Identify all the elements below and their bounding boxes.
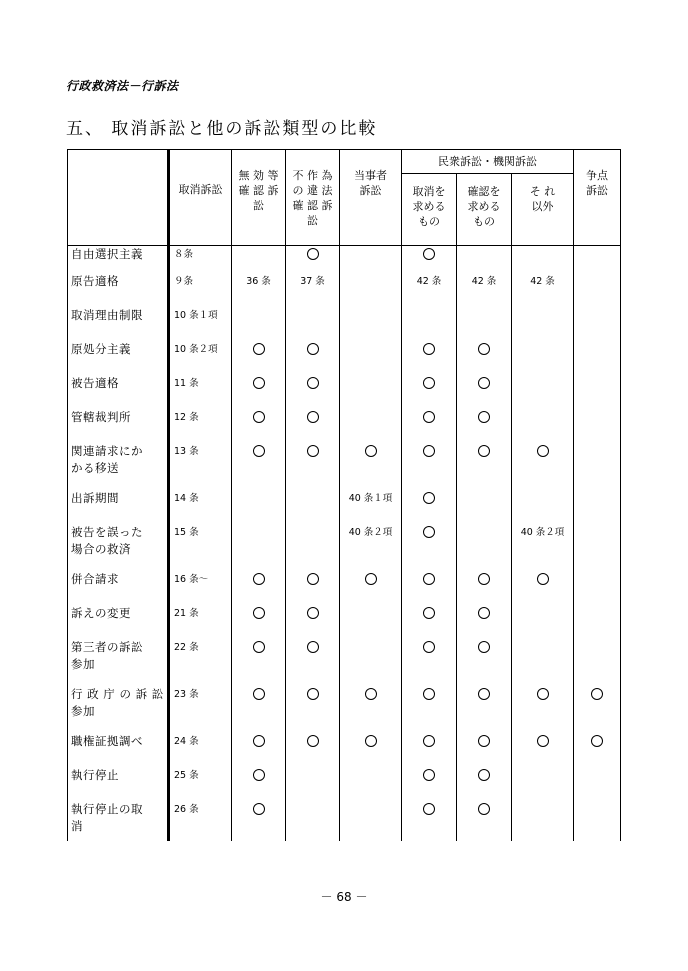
col-header-line: もの [418,215,440,228]
article-cell: 40 条２項 [340,524,402,571]
circle-mark-icon [537,735,549,747]
article-ref: 23 条 [169,686,232,733]
circle-mark-icon [253,735,265,747]
applicable-circle-cell [232,409,286,443]
empty-cell [574,605,621,639]
circle-mark-icon [307,607,319,619]
applicable-circle-cell [402,409,457,443]
circle-mark-icon [253,641,265,653]
empty-cell [512,409,574,443]
col-header-tojisha [340,150,402,246]
applicable-circle-cell [457,443,512,490]
section-title: 五、 取消訴訟と他の訴訟類型の比較 [66,119,378,139]
row-label [68,307,169,341]
col-header-minshu_other [512,174,574,246]
article-cell: 42 条 [512,273,574,307]
article-ref: 10 条１項 [169,307,232,341]
circle-mark-icon [307,573,319,585]
article-cell: 37 条 [286,273,340,307]
empty-cell [457,246,512,273]
empty-cell [574,767,621,801]
article-cell: 40 条２項 [512,524,574,571]
applicable-circle-cell [340,571,402,605]
empty-cell [232,246,286,273]
circle-mark-icon [478,445,490,457]
empty-cell [512,246,574,273]
table-row [68,686,621,733]
table-row [68,733,621,767]
table-row [68,273,621,307]
empty-cell [574,524,621,571]
applicable-circle-cell [402,246,457,273]
col-header-fusakui [286,150,340,246]
table-row [68,639,621,686]
row-label-line: 併合請求 [71,571,119,586]
applicable-circle-cell [286,605,340,639]
applicable-circle-cell [574,686,621,733]
empty-cell [232,524,286,571]
header-row [68,150,621,174]
applicable-circle-cell [402,443,457,490]
row-label [68,490,169,524]
applicable-circle-cell [512,733,574,767]
empty-cell [512,490,574,524]
empty-cell [340,307,402,341]
empty-cell [512,639,574,686]
table-row [68,767,621,801]
empty-cell [402,307,457,341]
empty-cell [286,307,340,341]
article-ref: 10 条２項 [169,341,232,375]
applicable-circle-cell [340,686,402,733]
applicable-circle-cell [286,409,340,443]
circle-mark-icon [423,688,435,700]
empty-cell [512,341,574,375]
row-label-line: 執行停止 [71,767,119,782]
article-ref: 26 条 [169,801,232,841]
applicable-circle-cell [402,571,457,605]
empty-cell [574,375,621,409]
empty-cell [574,571,621,605]
circle-mark-icon [537,445,549,457]
empty-cell [232,307,286,341]
row-label-line: 取消理由制限 [71,307,143,322]
row-label-line: 被告を誤った [71,524,143,539]
applicable-circle-cell [457,409,512,443]
empty-cell [574,639,621,686]
row-label-line: 関連請求にか [71,443,143,458]
row-label [68,605,169,639]
applicable-circle-cell [232,733,286,767]
circle-mark-icon [307,688,319,700]
applicable-circle-cell [402,490,457,524]
circle-mark-icon [253,688,265,700]
empty-cell [232,490,286,524]
circle-mark-icon [307,248,319,260]
row-label-line: 管轄裁判所 [71,409,131,424]
circle-mark-icon [537,573,549,585]
article-ref: 14 条 [169,490,232,524]
col-header-minshu_kakunin [457,174,512,246]
row-label-line: 職権証拠調べ [71,733,143,748]
table-row [68,341,621,375]
row-label [68,246,169,273]
article-ref: 15 条 [169,524,232,571]
applicable-circle-cell [457,571,512,605]
row-label [68,733,169,767]
circle-mark-icon [307,445,319,457]
applicable-circle-cell [286,375,340,409]
applicable-circle-cell [457,375,512,409]
article-cell: 36 条 [232,273,286,307]
circle-mark-icon [478,688,490,700]
empty-cell [574,409,621,443]
empty-cell [340,375,402,409]
circle-mark-icon [478,573,490,585]
empty-cell [340,341,402,375]
applicable-circle-cell [402,686,457,733]
row-label-line: 執行停止の取 [71,801,143,816]
applicable-circle-cell [232,375,286,409]
circle-mark-icon [591,688,603,700]
table-row [68,443,621,490]
row-label [68,571,169,605]
col-header-torikeshi [169,150,232,246]
applicable-circle-cell [457,639,512,686]
col-header-line: 訟 [253,199,264,212]
circle-mark-icon [253,573,265,585]
empty-cell [574,246,621,273]
applicable-circle-cell [232,571,286,605]
applicable-circle-cell [232,443,286,490]
applicable-circle-cell [457,341,512,375]
empty-cell [512,375,574,409]
applicable-circle-cell [402,767,457,801]
circle-mark-icon [307,735,319,747]
col-header-line: 不 作 為 [292,169,333,182]
circle-mark-icon [478,607,490,619]
row-label-line: 行 政 庁 の 訴 訟 [71,686,164,701]
empty-cell [457,524,512,571]
applicable-circle-cell [402,605,457,639]
row-label [68,443,169,490]
row-label-line: かる移送 [71,460,119,475]
table-row [68,246,621,273]
col-header-mukou [232,150,286,246]
article-ref: 25 条 [169,767,232,801]
circle-mark-icon [423,445,435,457]
article-ref: 22 条 [169,639,232,686]
applicable-circle-cell [402,801,457,841]
row-label [68,409,169,443]
applicable-circle-cell [402,375,457,409]
empty-cell [512,767,574,801]
row-label [68,639,169,686]
applicable-circle-cell [232,639,286,686]
circle-mark-icon [365,735,377,747]
circle-mark-icon [478,377,490,389]
row-label-line: 出訴期間 [71,490,119,505]
circle-mark-icon [423,343,435,355]
table-row [68,409,621,443]
circle-mark-icon [423,377,435,389]
circle-mark-icon [253,343,265,355]
col-header-line: 確認を [467,185,501,198]
circle-mark-icon [423,411,435,423]
circle-mark-icon [253,377,265,389]
article-ref: ８条 [169,246,232,273]
article-cell: 42 条 [457,273,512,307]
applicable-circle-cell [512,443,574,490]
col-header-line: 訴訟 [586,184,608,197]
circle-mark-icon [591,735,603,747]
circle-mark-icon [423,803,435,815]
applicable-circle-cell [402,639,457,686]
circle-mark-icon [423,607,435,619]
col-header-line: 求める [467,200,501,213]
article-cell: 40 条１項 [340,490,402,524]
circle-mark-icon [478,769,490,781]
empty-cell [286,524,340,571]
empty-cell [574,490,621,524]
row-label-line: 原告適格 [71,273,119,288]
applicable-circle-cell [286,246,340,273]
row-label-line: 参加 [71,703,95,718]
row-label-line: 自由選択主義 [71,247,143,261]
empty-cell [574,273,621,307]
circle-mark-icon [307,377,319,389]
row-label [68,273,169,307]
circle-mark-icon [365,688,377,700]
applicable-circle-cell [457,801,512,841]
row-label [68,801,169,841]
applicable-circle-cell [286,686,340,733]
row-label-line: 参加 [71,656,95,671]
empty-cell [512,605,574,639]
circle-mark-icon [478,411,490,423]
article-cell: 42 条 [402,273,457,307]
empty-cell [574,801,621,841]
applicable-circle-cell [457,767,512,801]
empty-cell [574,341,621,375]
row-label-line: 第三者の訴訟 [71,639,143,654]
row-label [68,375,169,409]
applicable-circle-cell [402,341,457,375]
row-label-line: 原処分主義 [71,341,131,356]
applicable-circle-cell [286,443,340,490]
article-ref: 24 条 [169,733,232,767]
col-header-line: 訟 [307,214,318,227]
applicable-circle-cell [232,341,286,375]
applicable-circle-cell [286,733,340,767]
empty-cell [340,639,402,686]
col-header-minshu_torikeshi [402,174,457,246]
table-row [68,375,621,409]
col-header-line: 当事者 [354,169,387,182]
circle-mark-icon [307,641,319,653]
group-header-minshu-kikan: 民衆訴訟・機関訴訟 [402,150,574,174]
applicable-circle-cell [286,639,340,686]
table-row [68,307,621,341]
circle-mark-icon [478,803,490,815]
article-ref: ９条 [169,273,232,307]
empty-cell [340,767,402,801]
row-label [68,341,169,375]
circle-mark-icon [307,343,319,355]
col-header-line: 訴訟 [359,184,382,197]
applicable-circle-cell [512,571,574,605]
col-header-line: 確 認 訴 [292,199,333,212]
col-header-line: 確 認 訴 [238,184,279,197]
empty-cell [286,801,340,841]
empty-cell [457,307,512,341]
table-row [68,605,621,639]
circle-mark-icon [423,492,435,504]
table-row [68,801,621,841]
circle-mark-icon [365,573,377,585]
empty-cell [512,801,574,841]
col-header-line: 争点 [586,169,608,182]
empty-cell [340,246,402,273]
applicable-circle-cell [457,686,512,733]
table-row [68,524,621,571]
row-label-line: 場合の救済 [71,541,131,556]
circle-mark-icon [423,769,435,781]
applicable-circle-cell [232,686,286,733]
applicable-circle-cell [232,801,286,841]
circle-mark-icon [423,248,435,260]
col-header-line: の 違 法 [292,184,333,197]
article-ref: 16 条～ [169,571,232,605]
circle-mark-icon [423,735,435,747]
circle-mark-icon [478,641,490,653]
circle-mark-icon [253,803,265,815]
circle-mark-icon [423,526,435,538]
applicable-circle-cell [232,605,286,639]
empty-cell [574,443,621,490]
article-ref: 21 条 [169,605,232,639]
row-label-line: 訴えの変更 [71,605,131,620]
applicable-circle-cell [340,443,402,490]
col-header-line: 求める [412,200,446,213]
table-row [68,571,621,605]
row-label [68,767,169,801]
article-ref: 12 条 [169,409,232,443]
row-label-line: 被告適格 [71,375,119,390]
empty-cell [340,273,402,307]
row-label [68,686,169,733]
circle-mark-icon [537,688,549,700]
circle-mark-icon [253,445,265,457]
table-row [68,490,621,524]
circle-mark-icon [423,641,435,653]
col-header-line: そ れ [529,185,556,198]
comparison-table [67,149,621,841]
col-header-line: 以外 [531,200,554,213]
page-number: － 68 － [320,890,368,904]
circle-mark-icon [478,343,490,355]
circle-mark-icon [423,573,435,585]
applicable-circle-cell [402,733,457,767]
empty-cell [340,409,402,443]
empty-cell [286,490,340,524]
row-label [68,524,169,571]
applicable-circle-cell [232,767,286,801]
empty-cell [340,605,402,639]
circle-mark-icon [253,411,265,423]
applicable-circle-cell [512,686,574,733]
row-label-line: 消 [71,818,83,833]
col-header-line: 無 効 等 [238,169,279,182]
col-header-souten [574,150,621,246]
applicable-circle-cell [457,605,512,639]
applicable-circle-cell [286,341,340,375]
circle-mark-icon [253,769,265,781]
empty-cell [286,767,340,801]
circle-mark-icon [478,735,490,747]
empty-cell [340,801,402,841]
applicable-circle-cell [457,733,512,767]
circle-mark-icon [365,445,377,457]
empty-cell [574,307,621,341]
col-header-line: 取消訴訟 [178,183,223,196]
applicable-circle-cell [340,733,402,767]
applicable-circle-cell [574,733,621,767]
col-header-line: 取消を [412,185,446,198]
circle-mark-icon [253,607,265,619]
empty-cell [457,490,512,524]
circle-mark-icon [307,411,319,423]
header-note: 行政救済法－行訴法 [66,79,179,93]
article-ref: 13 条 [169,443,232,490]
applicable-circle-cell [402,524,457,571]
header-corner [68,150,169,246]
empty-cell [512,307,574,341]
applicable-circle-cell [286,571,340,605]
col-header-line: もの [473,215,495,228]
article-ref: 11 条 [169,375,232,409]
